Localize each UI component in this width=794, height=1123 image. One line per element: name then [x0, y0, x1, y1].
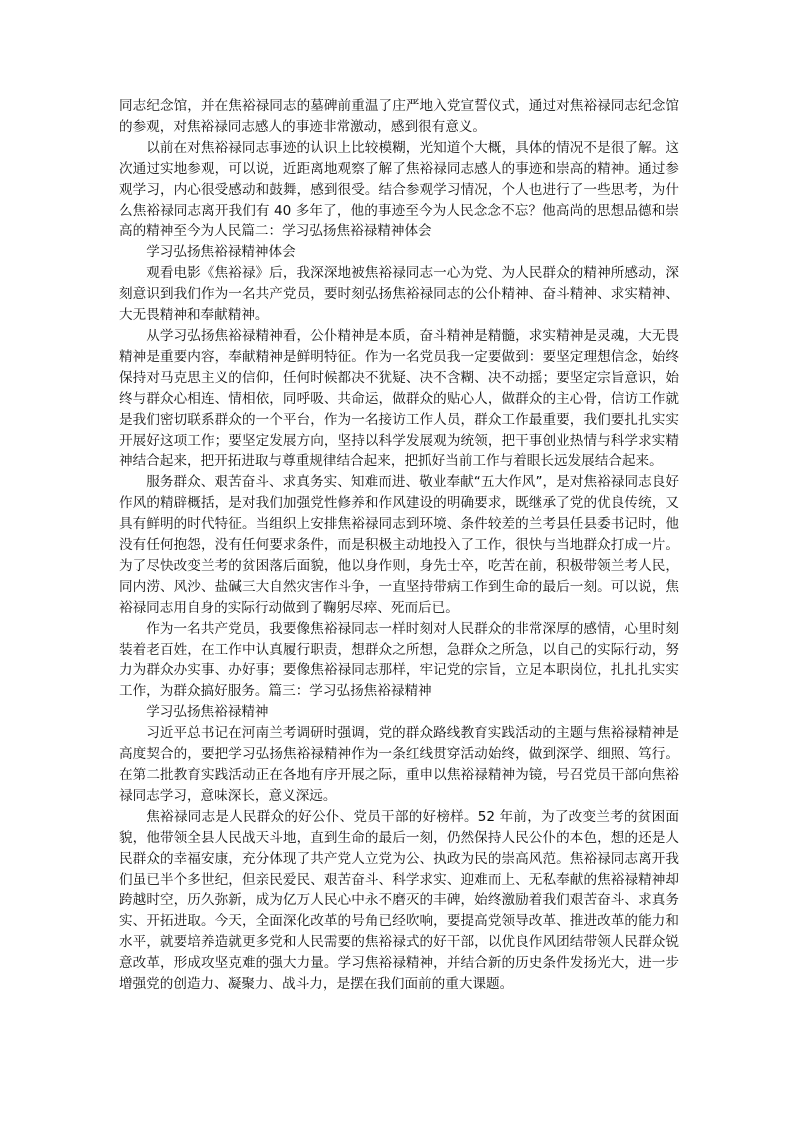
paragraph-4: 从学习弘扬焦裕禄精神看，公仆精神是本质，奋斗精神是精髓，求实精神是灵魂，大无畏精神是重要内容，奉献精神是鲜明特征。作为一名党员我一定要做到：要坚定理想信念，始终保持对马克思主义的信仰，任何时候都决不犹疑、决不含糊、决不动摇；要坚定宗旨意识，始终与群众心相连、情相依，同呼吸、共命运，做群众的贴心人，做群众的主心骨，信访工作就是我们密切联系群众的一个平台，作为一名接访工作人员，群众工作最重要，我们要扎扎实实开展好这项工作；要坚定发展方向，坚持以科学发展观为统领，把干事创业热情与科学求实精神结合起来，把开拓进取与尊重规律结合起来，把抓好当前工作与着眼长远发展结合起来。 — [119, 327, 679, 470]
document-body — [119, 96, 679, 995]
paragraph-1: 同志纪念馆，并在焦裕禄同志的墓碑前重温了庄严地入党宣誓仪式，通过对焦裕禄同志纪念馆的参观，对焦裕禄同志感人的事迹非常激动，感到很有意义。 — [119, 98, 679, 135]
paragraph-8: 焦裕禄同志是人民群众的好公仆、党员干部的好榜样。52 年前，为了改变兰考的贫困面貌，他带领全县人民战天斗地，直到生命的最后一刻，仍然保持人民公仆的本色，想的还是人民群众的幸福安康，充分体现了共产党人立党为公、执政为民的崇高风范。焦裕禄同志离开我们虽已半个多世纪，但亲民爱民、艰苦奋斗、科学求实、迎难而上、无私奉献的焦裕禄精神却跨越时空，历久弥新，成为亿万人民心中永不磨灭的丰碑，始终激励着我们艰苦奋斗、求真务实、开拓进取。今天，全面深化改革的号角已经吹响，要提高党领导改革、推进改革的能力和水平，就要培养造就更多党和人民需要的焦裕禄式的好干部，以优良作风团结带领人民群众锐意改革，形成攻坚克难的强大力量。学习焦裕禄精神，并结合新的历史条件发扬光大，进一步增强党的创造力、凝聚力、战斗力，是摆在我们面前的重大课题。 — [119, 808, 679, 993]
paragraph-7: 习近平总书记在河南兰考调研时强调，党的群众路线教育实践活动的主题与焦裕禄精神是高度契合的，要把学习弘扬焦裕禄精神作为一条红线贯穿活动始终，做到深学、细照、笃行。在第二批教育实践活动正在各地有序开展之际，重申以焦裕禄精神为镜，号召党员干部向焦裕禄同志学习，意味深长，意义深远。 — [119, 725, 679, 804]
section-heading-3: 学习弘扬焦裕禄精神 — [146, 704, 269, 721]
paragraph-5: 服务群众、艰苦奋斗、求真务实、知难而进、敬业奉献“五大作风”，是对焦裕禄同志良好作风的精辟概括，是对我们加强党性修养和作风建设的明确要求，既继承了党的优良传统，又具有鲜明的时代特征。当组织上安排焦裕禄同志到环境、条件较差的兰考县任县委书记时，他没有任何抱怨，没有任何要求条件，而是积极主动地投入了工作，很快与当地群众打成一片。为了尽快改变兰考的贫困落后面貌，他以身作则，身先士卒，吃苦在前，积极带领兰考人民，同内涝、风沙、盐碱三大自然灾害作斗争，一直坚持带病工作到生命的最后一刻。可以说，焦裕禄同志用自身的实际行动做到了鞠躬尽瘁、死而后已。 — [119, 474, 679, 616]
paragraph-2: 以前在对焦裕禄同志事迹的认识上比较模糊，光知道个大概，具体的情况不是很了解。这次通过实地参观，可以说，近距离地观察了解了焦裕禄同志感人的事迹和崇高的精神。通过参观学习，内心很受感动和鼓舞，感到很受。结合参观学习情况，个人也进行了一些思考，为什么焦裕禄同志离开我们有 40 多年了，他的事迹至今为人民念念不忘？他高尚的思想品德和崇高的精神至今为人民篇二：学习弘扬焦裕禄精神体会 — [119, 139, 679, 240]
section-heading-2: 学习弘扬焦裕禄精神体会 — [146, 244, 296, 261]
paragraph-6: 作为一名共产党员，我要像焦裕禄同志一样时刻对人民群众的非常深厚的感情，心里时刻装着老百姓，在工作中认真履行职责，想群众之所想，急群众之所急，以自己的实际行动，努力为群众办实事、办好事；要像焦裕禄同志那样，牢记党的宗旨，立足本职岗位，扎扎扎实实工作，为群众搞好服务。篇三：学习弘扬焦裕禄精神 — [119, 620, 679, 700]
paragraph-3: 观看电影《焦裕禄》后，我深深地被焦裕禄同志一心为党、为人民群众的精神所感动，深刻意识到我们作为一名共产党员，要时刻弘扬焦裕禄同志的公仆精神、奋斗精神、求实精神、大无畏精神和奉献精神。 — [119, 265, 679, 324]
